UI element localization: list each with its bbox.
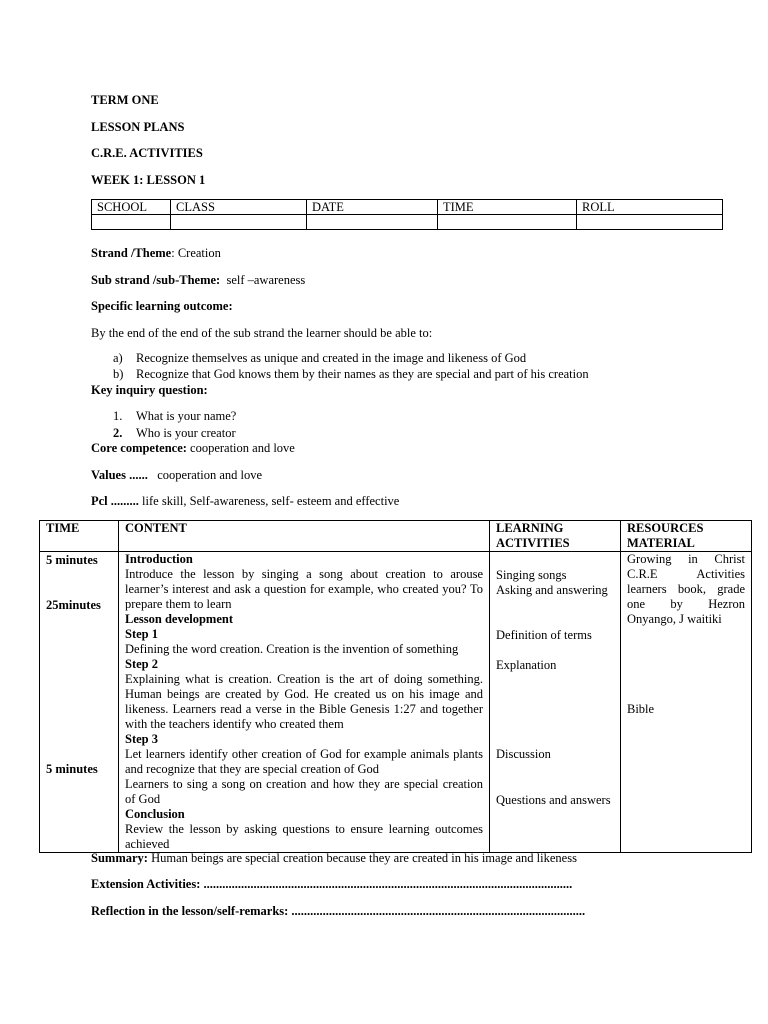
strand-label: Strand /Theme [91, 246, 172, 260]
week-heading: WEEK 1: LESSON 1 [91, 173, 206, 187]
time-column [40, 552, 119, 853]
activity-definition: Definition of terms [496, 628, 592, 642]
outcome-a-marker: a) [113, 351, 123, 365]
pcl-line [91, 494, 399, 509]
step1-title: Step 1 [125, 627, 158, 641]
col-roll: ROLL [577, 200, 723, 215]
resource-bible: Bible [627, 702, 655, 716]
time-conclusion: 5 minutes [46, 762, 98, 776]
activities-column [490, 552, 621, 853]
values-value: cooperation and love [157, 468, 263, 482]
outcome-b-marker: b) [113, 367, 124, 381]
outcome-b-text: Recognize that God knows them by their names as they are special and part of his creation [136, 367, 589, 381]
core-competence-line [91, 441, 295, 456]
development-title: Lesson development [125, 612, 233, 626]
admin-table-empty-row [92, 215, 723, 230]
outcome-intro: By the end of the end of the sub strand the learner should be able to: [91, 326, 433, 340]
admin-table [91, 199, 723, 230]
specific-outcome-label: Specific learning outcome: [91, 299, 233, 313]
activity-discussion: Discussion [496, 747, 551, 761]
strand-value: : Creation [171, 246, 221, 260]
activity-questions: Questions and answers [496, 793, 611, 807]
sub-strand-label: Sub strand /sub-Theme: [91, 273, 221, 287]
school-cell [92, 215, 171, 230]
summary-line [91, 851, 577, 866]
key-inquiry-label: Key inquiry question: [91, 383, 208, 397]
resources-column [621, 552, 752, 853]
time-cell [438, 215, 577, 230]
lesson-table-header-row [40, 521, 752, 552]
admin-table-header-row [92, 200, 723, 215]
activity-singing: Singing songs [496, 568, 567, 582]
core-competence-label: Core competence: [91, 441, 187, 455]
step3-text-1: Let learners identify other creation of God for example animals plants and recognize that they are special creation of God [125, 747, 483, 776]
date-cell [307, 215, 438, 230]
lesson-plans-heading: LESSON PLANS [91, 120, 185, 134]
sub-strand-line [91, 273, 305, 288]
conclusion-text: Review the lesson by asking questions to ensure learning outcomes achieved [125, 822, 483, 851]
outcome-a-text: Recognize themselves as unique and created in the image and likeness of God [136, 351, 527, 365]
col-time: TIME [438, 200, 577, 215]
header-time: TIME [40, 521, 119, 552]
resource-book: Growing in Christ C.R.E Activities learners book, grade one by Hezron Onyango, J waitiki [627, 552, 745, 626]
question-1-marker: 1. [113, 409, 123, 423]
step3-text-2: Learners to sing a song on creation and how they are special creation of God [125, 777, 483, 806]
question-1-text: What is your name? [136, 409, 237, 423]
time-intro: 5 minutes [46, 553, 98, 567]
lesson-table-body-row [40, 552, 752, 853]
step2-title: Step 2 [125, 657, 158, 671]
content-column [119, 552, 490, 853]
intro-text: Introduce the lesson by singing a song about creation to arouse learner’s interest and ask a question for example, who created you? To prepare them to learn [125, 567, 483, 611]
col-class: CLASS [171, 200, 307, 215]
activity-asking: Asking and answering [496, 583, 608, 597]
step1-text: Defining the word creation. Creation is the invention of something [125, 642, 459, 656]
conclusion-title: Conclusion [125, 807, 185, 821]
core-competence-value: cooperation and love [190, 441, 295, 455]
values-label: Values ...... [91, 468, 148, 482]
subject-heading: C.R.E. ACTIVITIES [91, 146, 203, 160]
intro-title: Introduction [125, 552, 193, 566]
col-date: DATE [307, 200, 438, 215]
summary-label: Summary: [91, 851, 148, 865]
header-content: CONTENT [119, 521, 490, 552]
col-school: SCHOOL [92, 200, 171, 215]
step3-title: Step 3 [125, 732, 158, 746]
time-development: 25minutes [46, 598, 101, 612]
pcl-value: life skill, Self-awareness, self- esteem and effective [142, 494, 400, 508]
reflection-remarks: Reflection in the lesson/self-remarks: .............................................................................................. [91, 904, 586, 918]
activity-explanation: Explanation [496, 658, 557, 672]
term-heading: TERM ONE [91, 93, 159, 107]
header-resources: RESOURCES MATERIAL [621, 521, 752, 552]
header-activities: LEARNING ACTIVITIES [490, 521, 621, 552]
sub-strand-value: self –awareness [226, 273, 306, 287]
extension-activities: Extension Activities: ...................................................................................................................... [91, 877, 573, 891]
summary-value: Human beings are special creation because they are created in his image and likeness [151, 851, 577, 865]
strand-line [91, 246, 221, 261]
question-2-text: Who is your creator [136, 426, 236, 440]
class-cell [171, 215, 307, 230]
question-2-marker: 2. [113, 426, 123, 440]
lesson-table [39, 520, 752, 853]
pcl-label: Pcl ......... [91, 494, 139, 508]
roll-cell [577, 215, 723, 230]
values-line [91, 468, 262, 483]
step2-text: Explaining what is creation. Creation is the art of doing something. Human beings are created by God. He created us on his image and likeness. Learners read a verse in the Bible Genesis 1:27 and together with the teachers identify who created them [125, 672, 483, 731]
